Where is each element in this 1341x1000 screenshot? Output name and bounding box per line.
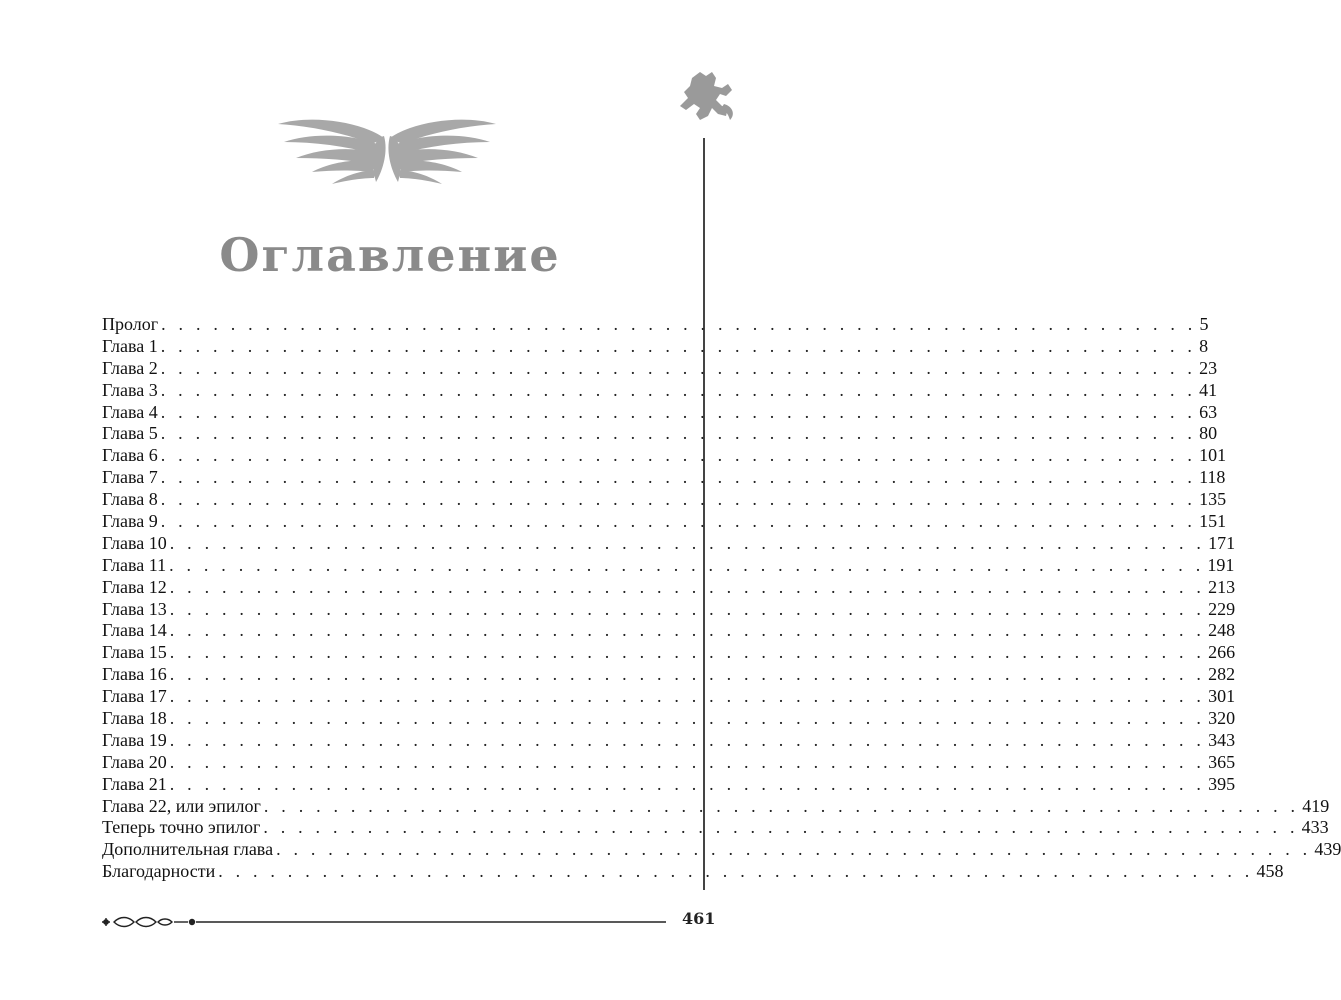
toc-row xyxy=(102,489,1227,511)
toc-entry-page: 365 xyxy=(1208,751,1236,772)
decorative-scroll-ornament-icon xyxy=(96,910,666,934)
toc-entry-title: Глава 1 xyxy=(102,335,158,356)
dot-leader: . . . . . . . . . . . . . . . . . . . . . . . . . . . . . . . . . . . . . . . . . . . . . . . . . . . . . . . . . . . . xyxy=(169,773,1206,794)
toc-row xyxy=(102,379,1218,402)
dot-leader: . . . . . . . . . . . . . . . . . . . . . . . . . . . . . . . . . . . . . . . . . . . . . . . . . . . . . . . . . . . . xyxy=(169,576,1206,597)
toc-entry-title: Глава 18 xyxy=(102,708,167,729)
dot-leader: . . . . . . . . . . . . . . . . . . . . . . . . . . . . . . . . . . . . . . . . . . . . . . . . . . . . . . . . . . . . xyxy=(276,839,1312,860)
toc-row xyxy=(102,642,1236,664)
toc-row xyxy=(102,335,1209,358)
toc-entry-title: Благодарности xyxy=(102,861,216,882)
dot-leader: . . . . . . . . . . . . . . . . . . . . . . . . . . . . . . . . . . . . . . . . . . . . . . . . . . . . . . . . . . . . xyxy=(169,686,1206,707)
toc-row xyxy=(102,314,1209,336)
dot-leader: . . . . . . . . . . . . . . . . . . . . . . . . . . . . . . . . . . . . . . . . . . . . . . . . . . . . . . . . . . . . xyxy=(169,664,1206,685)
toc-row xyxy=(102,686,1236,708)
toc-entry-title: Глава 2 xyxy=(102,357,158,378)
toc-entry-page: 213 xyxy=(1208,576,1236,597)
lion-emblem-icon xyxy=(670,64,740,134)
toc-row xyxy=(102,401,1218,424)
toc-row xyxy=(102,576,1236,599)
toc-entry-page: 439 xyxy=(1314,839,1341,860)
dot-leader: . . . . . . . . . . . . . . . . . . . . . . . . . . . . . . . . . . . . . . . . . . . . . . . . . . . . . . . . . . . . xyxy=(169,729,1206,750)
toc-entry-page: 458 xyxy=(1256,861,1284,882)
toc-entry-page: 395 xyxy=(1208,773,1236,794)
toc-entry-page: 8 xyxy=(1199,335,1209,356)
toc-row xyxy=(102,554,1235,577)
toc-row xyxy=(102,817,1329,839)
dot-leader: . . . . . . . . . . . . . . . . . . . . . . . . . . . . . . . . . . . . . . . . . . . . . . . . . . . . . . . . . . . . xyxy=(161,314,1197,334)
toc-row xyxy=(102,357,1218,380)
dot-leader: . . . . . . . . . . . . . . . . . . . . . . . . . . . . . . . . . . . . . . . . . . . . . . . . . . . . . . . . . . . . xyxy=(169,751,1206,772)
toc-row xyxy=(102,598,1236,621)
toc-entry-title: Глава 15 xyxy=(102,642,167,663)
toc-entry-page: 419 xyxy=(1302,795,1330,816)
toc-entry-title: Глава 21 xyxy=(102,773,167,794)
dot-leader: . . . . . . . . . . . . . . . . . . . . . . . . . . . . . . . . . . . . . . . . . . . . . . . . . . . . . . . . . . . . xyxy=(160,445,1197,466)
toc-row xyxy=(102,708,1236,730)
toc-entry-page: 343 xyxy=(1208,729,1236,750)
toc-entry-title: Глава 16 xyxy=(102,664,167,685)
toc-row xyxy=(102,729,1236,752)
toc-entry-title: Глава 11 xyxy=(102,554,167,575)
toc-entry-page: 63 xyxy=(1199,401,1218,422)
dot-leader: . . . . . . . . . . . . . . . . . . . . . . . . . . . . . . . . . . . . . . . . . . . . . . . . . . . . . . . . . . . . xyxy=(160,511,1197,532)
angel-wings-icon xyxy=(272,110,502,192)
dot-leader: . . . . . . . . . . . . . . . . . . . . . . . . . . . . . . . . . . . . . . . . . . . . . . . . . . . . . . . . . . . . xyxy=(160,335,1197,356)
toc-entry-title: Глава 7 xyxy=(102,467,158,488)
toc-row xyxy=(102,467,1226,489)
toc-entry-page: 433 xyxy=(1301,817,1329,838)
toc-entry-page: 171 xyxy=(1208,532,1236,553)
toc-entry-title: Глава 22, или эпилог xyxy=(102,795,261,816)
toc-row xyxy=(102,423,1218,445)
dot-leader: . . . . . . . . . . . . . . . . . . . . . . . . . . . . . . . . . . . . . . . . . . . . . . . . . . . . . . . . . . . . xyxy=(218,861,1254,882)
toc-row xyxy=(102,664,1236,686)
toc-entry-page: 248 xyxy=(1208,620,1236,641)
toc-row xyxy=(102,511,1227,533)
toc-row xyxy=(102,532,1236,555)
toc-entry-title: Глава 8 xyxy=(102,489,158,510)
toc-row xyxy=(102,839,1341,861)
dot-leader: . . . . . . . . . . . . . . . . . . . . . . . . . . . . . . . . . . . . . . . . . . . . . . . . . . . . . . . . . . . . xyxy=(263,817,1299,838)
dot-leader: . . . . . . . . . . . . . . . . . . . . . . . . . . . . . . . . . . . . . . . . . . . . . . . . . . . . . . . . . . . . xyxy=(160,489,1197,510)
dot-leader: . . . . . . . . . . . . . . . . . . . . . . . . . . . . . . . . . . . . . . . . . . . . . . . . . . . . . . . . . . . . xyxy=(160,423,1197,444)
toc-entry-title: Глава 14 xyxy=(102,620,167,641)
dot-leader: . . . . . . . . . . . . . . . . . . . . . . . . . . . . . . . . . . . . . . . . . . . . . . . . . . . . . . . . . . . . xyxy=(160,379,1197,400)
toc-entry-page: 320 xyxy=(1208,708,1236,729)
toc-row xyxy=(102,751,1236,774)
table-of-contents xyxy=(102,314,1341,883)
toc-entry-title: Глава 9 xyxy=(102,511,158,532)
dot-leader: . . . . . . . . . . . . . . . . . . . . . . . . . . . . . . . . . . . . . . . . . . . . . . . . . . . . . . . . . . . . xyxy=(160,357,1197,378)
toc-entry-title: Глава 17 xyxy=(102,686,167,707)
dot-leader: . . . . . . . . . . . . . . . . . . . . . . . . . . . . . . . . . . . . . . . . . . . . . . . . . . . . . . . . . . . . xyxy=(169,620,1206,641)
toc-entry-title: Глава 3 xyxy=(102,379,158,400)
dot-leader: . . . . . . . . . . . . . . . . . . . . . . . . . . . . . . . . . . . . . . . . . . . . . . . . . . . . . . . . . . . . xyxy=(169,708,1206,729)
toc-entry-title: Глава 13 xyxy=(102,598,167,619)
toc-entry-title: Пролог xyxy=(102,314,159,334)
toc-entry-title: Глава 12 xyxy=(102,576,167,597)
toc-entry-title: Глава 10 xyxy=(102,532,167,553)
toc-row xyxy=(102,795,1330,818)
toc-entry-page: 135 xyxy=(1199,489,1227,510)
toc-entry-page: 5 xyxy=(1199,314,1209,334)
dot-leader: . . . . . . . . . . . . . . . . . . . . . . . . . . . . . . . . . . . . . . . . . . . . . . . . . . . . . . . . . . . . xyxy=(169,532,1206,553)
toc-entry-page: 101 xyxy=(1199,445,1227,466)
toc-entry-page: 118 xyxy=(1199,467,1226,488)
toc-entry-page: 266 xyxy=(1208,642,1236,663)
toc-entry-page: 282 xyxy=(1208,664,1236,685)
toc-entry-title: Теперь точно эпилог xyxy=(102,817,261,838)
toc-entry-title: Глава 20 xyxy=(102,751,167,772)
toc-row xyxy=(102,620,1236,642)
toc-row xyxy=(102,773,1236,796)
toc-entry-page: 191 xyxy=(1207,554,1235,575)
toc-entry-title: Глава 5 xyxy=(102,423,158,444)
dot-leader: . . . . . . . . . . . . . . . . . . . . . . . . . . . . . . . . . . . . . . . . . . . . . . . . . . . . . . . . . . . . xyxy=(169,554,1205,575)
toc-entry-page: 301 xyxy=(1208,686,1236,707)
toc-entry-page: 41 xyxy=(1199,379,1218,400)
page-number: 461 xyxy=(682,909,716,928)
toc-entry-title: Глава 6 xyxy=(102,445,158,466)
toc-row xyxy=(102,861,1284,883)
dot-leader: . . . . . . . . . . . . . . . . . . . . . . . . . . . . . . . . . . . . . . . . . . . . . . . . . . . . . . . . . . . . xyxy=(169,598,1206,619)
toc-entry-page: 229 xyxy=(1208,598,1236,619)
dot-leader: . . . . . . . . . . . . . . . . . . . . . . . . . . . . . . . . . . . . . . . . . . . . . . . . . . . . . . . . . . . . xyxy=(263,795,1300,816)
toc-entry-title: Глава 19 xyxy=(102,729,167,750)
dot-leader: . . . . . . . . . . . . . . . . . . . . . . . . . . . . . . . . . . . . . . . . . . . . . . . . . . . . . . . . . . . . xyxy=(160,401,1197,422)
page-title: Оглавление xyxy=(219,228,561,282)
toc-entry-page: 23 xyxy=(1199,357,1218,378)
toc-entry-title: Дополнительная глава xyxy=(102,839,274,860)
dot-leader: . . . . . . . . . . . . . . . . . . . . . . . . . . . . . . . . . . . . . . . . . . . . . . . . . . . . . . . . . . . . xyxy=(169,642,1206,663)
toc-row xyxy=(102,445,1227,467)
toc-entry-title: Глава 4 xyxy=(102,401,158,422)
toc-entry-page: 151 xyxy=(1199,511,1227,532)
dot-leader: . . . . . . . . . . . . . . . . . . . . . . . . . . . . . . . . . . . . . . . . . . . . . . . . . . . . . . . . . . . . xyxy=(160,467,1197,488)
toc-entry-page: 80 xyxy=(1199,423,1218,444)
